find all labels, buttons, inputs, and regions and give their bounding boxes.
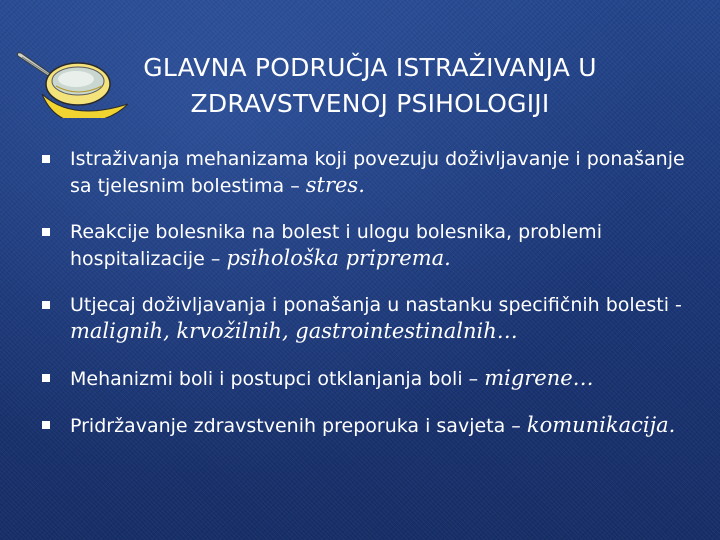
bullet-list	[40, 146, 705, 459]
bullet-item	[40, 365, 705, 392]
bullet-emphasis: malignih, krvožilnih, gastrointestinalnih…	[70, 319, 518, 343]
bullet-emphasis: migrene…	[484, 366, 594, 390]
bullet-text: Utjecaj doživljavanja i ponašanja u nastanku specifičnih bolesti -	[70, 294, 682, 316]
bullet-text: Mehanizmi boli i postupci otklanjanja boli –	[70, 368, 485, 390]
bullet-text: Istraživanja mehanizama koji povezuju doživljavanje i ponašanje sa tjelesnim bolestima –	[70, 148, 685, 197]
slide-title	[60, 50, 680, 122]
square-bullet-icon	[42, 421, 50, 429]
bullet-item	[40, 412, 705, 439]
square-bullet-icon	[42, 301, 50, 309]
bullet-text: Pridržavanje zdravstvenih preporuka i savjeta –	[70, 415, 527, 437]
slide-title-line-1: GLAVNA PODRUČJA ISTRAŽIVANJA U	[143, 53, 597, 82]
bullet-item	[40, 146, 705, 199]
slide-title-line-2: ZDRAVSTVENOJ PSIHOLOGIJI	[190, 89, 550, 118]
bullet-emphasis: komunikacija.	[526, 413, 676, 437]
square-bullet-icon	[42, 374, 50, 382]
bullet-emphasis: psihološka priprema.	[226, 246, 451, 270]
bullet-item	[40, 219, 705, 272]
bullet-item	[40, 292, 705, 345]
square-bullet-icon	[42, 228, 50, 236]
square-bullet-icon	[42, 155, 50, 163]
bullet-text: Reakcije bolesnika na bolest i ulogu bolesnika, problemi hospitalizacije –	[70, 221, 602, 270]
bullet-emphasis: stres.	[305, 173, 365, 197]
